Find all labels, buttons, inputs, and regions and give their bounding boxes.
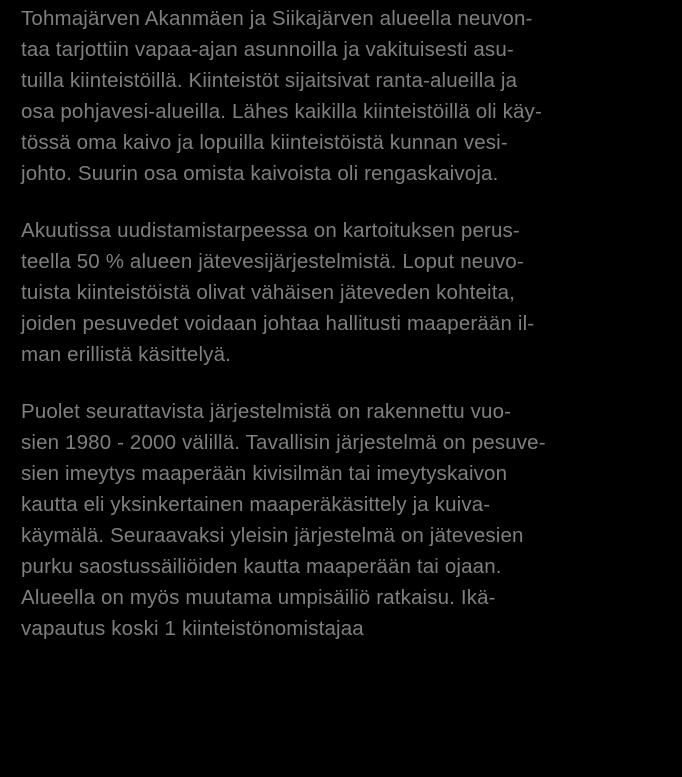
text-line: joiden pesuvedet voidaan johtaa hallitusti maaperään il- bbox=[21, 312, 535, 335]
text-line: Akuutissa uudistamistarpeessa on kartoituksen perus- bbox=[21, 219, 520, 242]
text-line: purku saostussäiliöiden kautta maaperään tai ojaan. bbox=[21, 555, 502, 578]
text-line: johto. Suurin osa omista kaivoista oli rengaskaivoja. bbox=[21, 162, 499, 185]
paragraph-wells bbox=[21, 3, 671, 189]
text-line: Alueella on myös muutama umpisäiliö ratkaisu. Ikä- bbox=[21, 586, 496, 609]
text-line: käymälä. Seuraavaksi yleisin järjestelmä on jätevesien bbox=[21, 524, 524, 547]
text-line: tössä oma kaivo ja lopuilla kiinteistöistä kunnan vesi- bbox=[21, 131, 508, 154]
text-line: osa pohjavesi-alueilla. Lähes kaikilla kiinteistöillä oli käy- bbox=[21, 100, 542, 123]
text-line: vapautus koski 1 kiinteistönomistajaa bbox=[21, 617, 364, 640]
text-line: Puolet seurattavista järjestelmistä on rakennettu vuo- bbox=[21, 400, 512, 423]
paragraph-renewal-need bbox=[21, 215, 671, 370]
text-line: kautta eli yksinkertainen maaperäkäsittely ja kuiva- bbox=[21, 493, 491, 516]
text-line: man erillistä käsittelyä. bbox=[21, 343, 231, 366]
text-line: sien imeytys maaperään kivisilmän tai imeytyskaivon bbox=[21, 462, 508, 485]
text-line: sien 1980 - 2000 välillä. Tavallisin järjestelmä on pesuve- bbox=[21, 431, 546, 454]
paragraph-systems bbox=[21, 396, 671, 644]
body-text bbox=[21, 3, 671, 670]
text-line: taa tarjottiin vapaa-ajan asunnoilla ja vakituisesti asu- bbox=[21, 38, 514, 61]
text-line: Tohmajärven Akanmäen ja Siikajärven alueella neuvon- bbox=[21, 7, 533, 30]
text-line: teella 50 % alueen jätevesijärjestelmistä. Loput neuvo- bbox=[21, 250, 524, 273]
text-line: tuista kiinteistöistä olivat vähäisen jäteveden kohteita, bbox=[21, 281, 516, 304]
text-line: tuilla kiinteistöillä. Kiinteistöt sijaitsivat ranta-alueilla ja bbox=[21, 69, 518, 92]
